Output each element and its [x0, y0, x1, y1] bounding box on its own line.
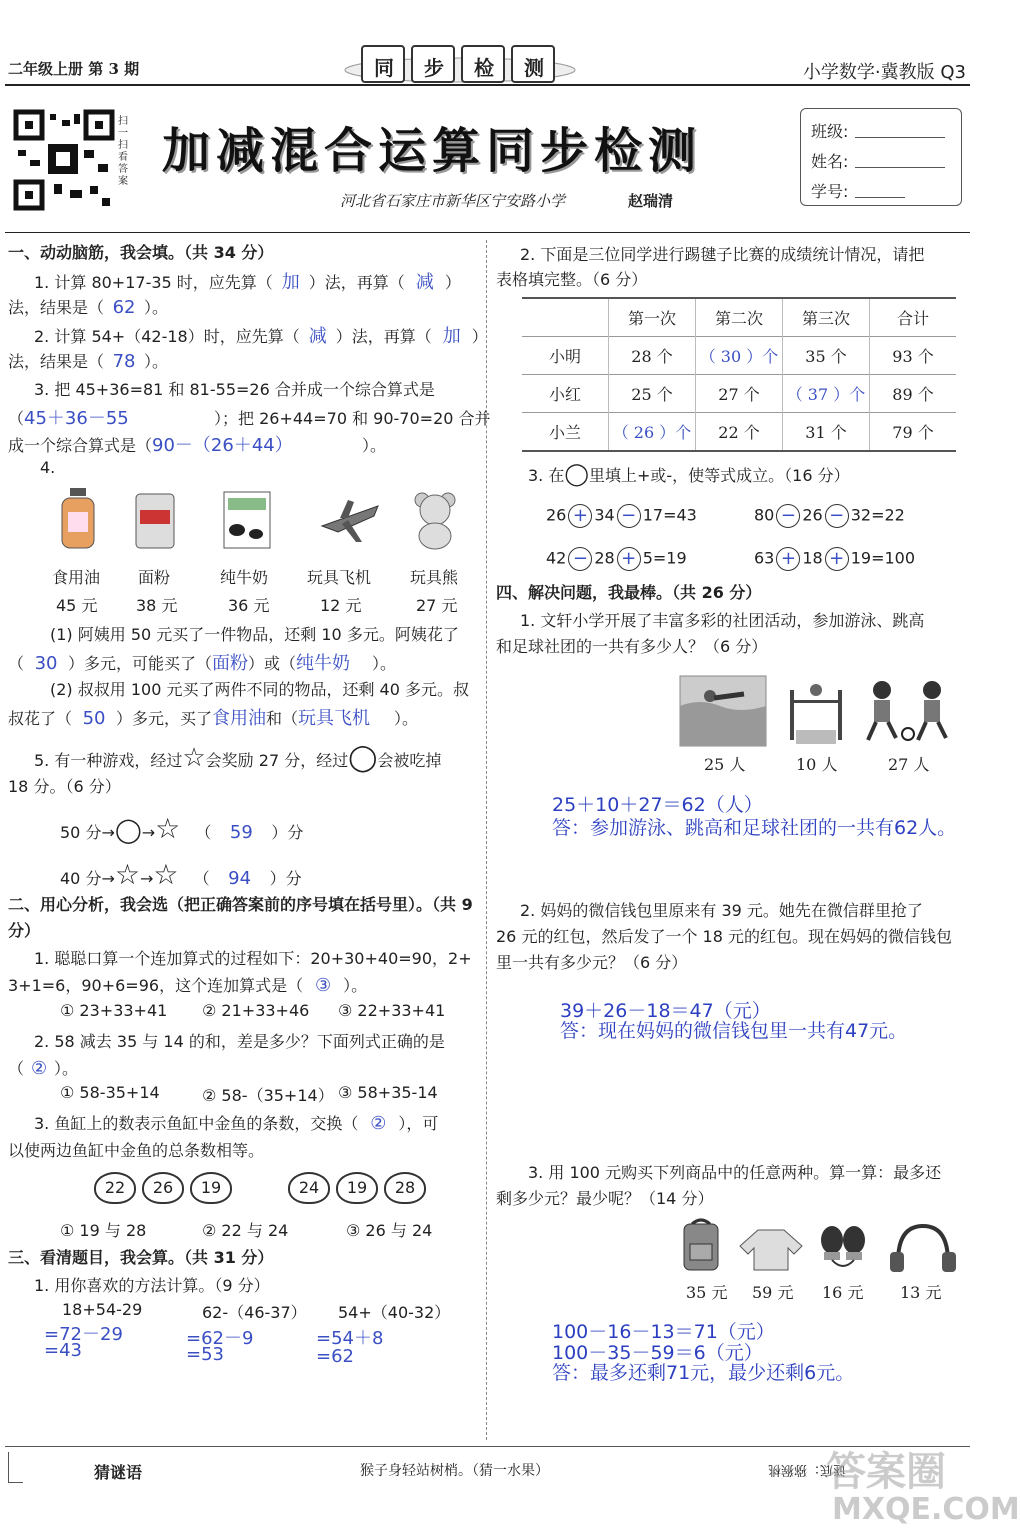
s1-q3-text-e: ）。: [362, 436, 387, 455]
s1-q1-text-b: ）法，再算（: [308, 273, 405, 292]
calc-step1-2: =62－9: [186, 1328, 254, 1349]
backpack-icon: [680, 1216, 722, 1274]
s2-q2-line2: [8, 1056, 78, 1079]
r-q3-line: [528, 462, 850, 487]
item-name-bear: 玩具熊: [410, 568, 459, 587]
table-cell: 89 个: [870, 375, 957, 413]
section3-title: 三、看清题目，我会算。（共 31 分）: [8, 1248, 274, 1267]
eq-number: 80: [754, 505, 775, 525]
watermark-text: 答案圈: [826, 1449, 946, 1495]
badge-char-2: 步: [424, 56, 444, 80]
fish-bowl: 22: [94, 1172, 136, 1204]
s1-q5-row1: 50 分→◯→☆ （ 59 ）分: [60, 812, 304, 845]
badge-char-4: 测: [524, 56, 544, 80]
eq-number: 28: [594, 548, 615, 568]
s1-q5-row2: 40 分→☆→☆ （ 94 ）分: [60, 858, 302, 891]
table-cell: （ 26 ）个: [609, 413, 696, 452]
headphones-price: 13 元: [900, 1283, 942, 1302]
jump-count: 10 人: [796, 755, 838, 774]
s1-q4-1-answer-3: 纯牛奶: [296, 653, 351, 674]
fish-bowls-left: [94, 1172, 238, 1204]
table-header-cell: 第一次: [609, 298, 696, 337]
s4-q2-answer-1: 39＋26－18＝47（元）: [560, 1000, 771, 1022]
sweater-icon: [738, 1226, 804, 1272]
calc-expr-2: 62-（46-37）: [202, 1303, 307, 1322]
s4-q3-answer-2: 100－35－59＝6（元）: [552, 1342, 763, 1364]
s1-q2-text-a: 2. 计算 54+（42-18）时，应先算（: [34, 327, 300, 346]
s1-q3-line2: [8, 404, 491, 430]
header-rule: [5, 84, 970, 86]
s2-q3-opt3: ③ 26 与 24: [346, 1221, 433, 1240]
table-cell: 小红: [522, 375, 609, 413]
s4-q1-line2: 和足球社团的一共有多少人？（6 分）: [496, 637, 768, 656]
eq-number: 5=19: [642, 548, 687, 568]
equation-2: [754, 504, 905, 528]
s2-q3-opt2: ② 22 与 24: [202, 1221, 289, 1240]
equation-4: [754, 547, 915, 571]
qr-caption: 扫一扫 看答案: [118, 116, 128, 187]
table-cell: 小明: [522, 337, 609, 375]
s1-q2-line1: [34, 322, 488, 348]
op-circle: +: [776, 547, 800, 571]
item-price-plane: 12 元: [320, 596, 362, 615]
s1-q2-text-c: ）: [471, 327, 488, 346]
fish-bowl: 26: [142, 1172, 184, 1204]
table-cell: 79 个: [870, 413, 957, 452]
name-label: 姓名:: [811, 152, 849, 171]
s1-q5-unit-1: 分: [287, 823, 304, 842]
s1-q4-2-answer-2: 食用油: [212, 708, 267, 729]
s2-q3-answer: ②: [370, 1113, 387, 1134]
item-name-flour: 面粉: [138, 568, 171, 587]
star-icon: ☆: [153, 858, 179, 891]
calc-step2-3: =62: [316, 1346, 354, 1367]
s1-q3-line1: 3. 把 45+36=81 和 81-55=26 合并成一个综合算式是: [34, 380, 435, 399]
s4-q3-answer-3: 答：最多还剩71元，最少还剩6元。: [552, 1362, 855, 1384]
gloves-price: 16 元: [822, 1283, 864, 1302]
s2-q1-text-c: ）。: [343, 976, 368, 995]
s1-q2-answer-2: 加: [442, 326, 461, 347]
s1-q4-1-text-c: ）多元，可能买了（: [68, 654, 213, 673]
s1-q2-answer-3: 78: [112, 351, 136, 372]
fish-bowl: 19: [190, 1172, 232, 1204]
table-header-cell: 合计: [870, 298, 957, 337]
s1-q1-text-a: 1. 计算 80+17-35 时，应先算（: [34, 273, 273, 292]
s1-q3-answer-2: 90－（26＋44）: [152, 435, 293, 456]
gloves-icon: [818, 1222, 868, 1272]
s1-q4-1-text-d: ）或（: [248, 654, 297, 673]
op-circle: −: [776, 504, 800, 528]
fish-bowls-right: [288, 1172, 432, 1204]
s1-q4-1-line2: [8, 649, 396, 675]
s2-q3-text-b: ），可: [398, 1114, 439, 1133]
item-price-bear: 27 元: [416, 596, 458, 615]
qr-code-icon: [14, 110, 114, 210]
table-cell: 25 个: [609, 375, 696, 413]
section2-title: 二、用心分析，我会选（把正确答案前的序号填在括号里）。（共 9: [8, 895, 473, 914]
s2-q1-answer: ③: [315, 975, 332, 996]
watermark-url: MXQE.COM: [832, 1492, 1020, 1527]
milk-box-icon: [222, 490, 272, 550]
s2-q3-line1: [34, 1111, 438, 1134]
op-circle: −: [568, 547, 592, 571]
s1-q4-label: 4.: [40, 458, 56, 477]
op-circle: +: [825, 547, 849, 571]
footer-left-mark: [8, 1452, 23, 1483]
s1-q1-line2: [8, 295, 168, 318]
star-icon: ☆: [114, 858, 140, 891]
header-right: 小学数学·冀教版 Q3: [802, 62, 966, 83]
s1-q4-2-text-c: ）多元，买了: [116, 709, 213, 728]
school-name: 河北省石家庄市新华区宁安路小学: [340, 192, 566, 210]
calc-step2-1: =43: [44, 1340, 82, 1361]
page-title: 加减混合运算同步检测: [162, 123, 703, 179]
s2-q2-answer: ②: [30, 1058, 48, 1079]
sweater-price: 59 元: [752, 1283, 794, 1302]
footer-riddle-answer: 谜底：猕猴桃: [768, 1462, 847, 1477]
s1-q3-answer-1: 45＋36－55: [24, 408, 129, 429]
teddy-bear-icon: [412, 490, 458, 550]
number-field[interactable]: [855, 197, 905, 198]
s2-q2-opt1: ① 58-35+14: [60, 1083, 160, 1102]
table-cell: 93 个: [870, 337, 957, 375]
eq-number: 26: [546, 505, 567, 525]
s1-q1-answer-3: 62: [112, 297, 136, 318]
s1-q4-2-text-e: ）。: [394, 709, 419, 728]
calc-step1-3: =54＋8: [316, 1328, 384, 1349]
item-price-oil: 45 元: [56, 596, 98, 615]
badge-char-1: 同: [374, 56, 394, 80]
s1-q4-2-text-b: 叔花了（: [8, 709, 73, 728]
s2-q3-text-a: 3. 鱼缸上的数表示鱼缸中金鱼的条数，交换（: [34, 1114, 359, 1133]
s2-q1-text-b: 3+1=6，90+6=96，这个连加算式是（: [8, 976, 304, 995]
s1-q4-2-text-d: 和（: [266, 709, 299, 728]
r-q3-text-b: 里填上+或-，使等式成立。（16 分）: [588, 466, 850, 485]
section2-title-cont: 分）: [8, 921, 41, 940]
s4-q1-line1: 1. 文轩小学开展了丰富多彩的社团活动，参加游泳、跳高: [520, 611, 925, 630]
class-label: 班级:: [811, 122, 849, 141]
s1-q5-line1: [34, 743, 441, 773]
header-left: 二年级上册 第 3 期: [8, 60, 140, 78]
s1-q5-answer-1: 59: [229, 822, 253, 843]
s4-q2-line2: 26 元的红包，然后发了一个 18 元的红包。现在妈妈的微信钱包: [496, 927, 952, 946]
table-row: [522, 375, 956, 413]
s2-q3-line2: 以使两边鱼缸中金鱼的总条数相等。: [8, 1141, 265, 1160]
table-header-cell: 第二次: [696, 298, 783, 337]
table-cell: 22 个: [696, 413, 783, 452]
backpack-price: 35 元: [686, 1283, 728, 1302]
badge-char-3: 检: [474, 56, 494, 80]
table-header-row: [522, 298, 956, 337]
eq-number: 42: [546, 548, 567, 568]
s4-q2-line1: 2. 妈妈的微信钱包里原来有 39 元。她先在微信群里抢了: [520, 901, 923, 920]
r-q3-text-a: 3. 在: [528, 466, 565, 485]
class-field[interactable]: [855, 137, 945, 138]
op-circle: +: [617, 547, 641, 571]
s3-q1-title: 1. 用你喜欢的方法计算。（9 分）: [34, 1276, 270, 1295]
footer-riddle: 猴子身轻站树梢。（猜一水果）: [360, 1463, 549, 1479]
s4-q2-line3: 里一共有多少元？（6 分）: [496, 953, 688, 972]
s1-q1-line1: [34, 268, 461, 294]
header-badge: [340, 40, 580, 86]
s4-q2-answer-2: 答：现在妈妈的微信钱包里一共有47元。: [560, 1020, 908, 1042]
item-name-oil: 食用油: [52, 568, 101, 587]
s1-q2-text-e: ）。: [144, 352, 169, 371]
s1-q2-line2: [8, 349, 168, 372]
football-icon: [862, 680, 952, 746]
calc-expr-3: 54+（40-32）: [338, 1303, 451, 1322]
calc-step2-2: =53: [186, 1344, 224, 1365]
s1-q1-text-e: ）。: [144, 298, 169, 317]
circle-icon: ◯: [348, 743, 378, 773]
fish-bowl: 28: [384, 1172, 426, 1204]
eq-number: 26: [802, 505, 823, 525]
eq-number: 34: [594, 505, 615, 525]
s4-q1-answer-2: 答：参加游泳、跳高和足球社团的一共有62人。: [552, 817, 957, 839]
table-cell: 28 个: [609, 337, 696, 375]
flour-icon: [134, 492, 176, 550]
star-icon: ☆: [155, 812, 181, 845]
s1-q5-row2-start: 40 分→: [60, 869, 115, 888]
s4-q3-answer-1: 100－16－13＝71（元）: [552, 1321, 775, 1343]
eq-number: 32=22: [850, 505, 905, 525]
s1-q4-2-line2: [8, 704, 418, 730]
item-name-milk: 纯牛奶: [220, 568, 269, 587]
circle-icon: ◯: [564, 462, 589, 487]
equation-3: [546, 547, 687, 571]
high-jump-icon: [786, 680, 846, 746]
table-cell: 31 个: [783, 413, 870, 452]
s1-q5-row1-start: 50 分→: [60, 823, 115, 842]
op-circle: −: [617, 504, 641, 528]
swim-count: 25 人: [704, 755, 746, 774]
s1-q5-line2: 18 分。（6 分）: [8, 777, 121, 796]
footer-riddle-label: 猜谜语: [94, 1463, 143, 1482]
fish-bowl: 19: [336, 1172, 378, 1204]
eq-number: 63: [754, 548, 775, 568]
s1-q1-text-d: 法，结果是（: [8, 298, 105, 317]
s2-q2-line1: 2. 58 减去 35 与 14 的和，差是多少？下面列式正确的是: [34, 1032, 445, 1051]
s1-q2-answer-1: 减: [308, 326, 327, 347]
star-icon: ☆: [182, 743, 206, 773]
number-label: 学号:: [811, 182, 849, 201]
s2-q2-text-b: （: [8, 1059, 25, 1078]
s1-q5-text-b: 会奖励 27 分，经过: [205, 751, 349, 770]
s1-q2-text-b: ）法，再算（: [335, 327, 432, 346]
circle-icon: ◯: [114, 816, 142, 844]
table-cell: 27 个: [696, 375, 783, 413]
s1-q4-1-text-e: ）。: [372, 654, 397, 673]
cooking-oil-icon: [58, 488, 98, 550]
s1-q4-2-line1: (2) 叔叔用 100 元买了两件不同的物品，还剩 40 多元。叔: [50, 680, 469, 699]
s1-q4-1-line1: (1) 阿姨用 50 元买了一件物品，还剩 10 多元。阿姨花了: [50, 625, 459, 644]
fish-bowl: 24: [288, 1172, 330, 1204]
eq-number: 19=100: [850, 548, 916, 568]
s1-q5-answer-2: 94: [228, 868, 252, 889]
r-q2-line1: 2. 下面是三位同学进行踢毽子比赛的成绩统计情况，请把: [520, 245, 925, 264]
table-cell: （ 37 ）个: [783, 375, 870, 413]
table-row: [522, 413, 956, 452]
s1-q2-text-d: 法，结果是（: [8, 352, 105, 371]
toy-plane-icon: [318, 496, 382, 546]
equation-1: [546, 504, 697, 528]
calc-step1-1: =72－29: [44, 1324, 123, 1345]
s1-q1-answer-2: 减: [415, 272, 434, 293]
r-q2-line2: 表格填完整。（6 分）: [496, 270, 648, 289]
table-row: [522, 337, 956, 375]
table-header-cell: [522, 298, 609, 337]
table-header-cell: 第三次: [783, 298, 870, 337]
op-circle: −: [825, 504, 849, 528]
s1-q5-text-a: 5. 有一种游戏，经过: [34, 751, 183, 770]
eq-number: 18: [802, 548, 823, 568]
swimming-icon: [680, 676, 766, 746]
calc-expr-1: 18+54-29: [62, 1300, 143, 1319]
s1-q5-text-c: 会被吃掉: [377, 751, 442, 770]
item-name-plane: 玩具飞机: [307, 568, 372, 587]
table-cell: （ 30 ）个: [696, 337, 783, 375]
qr-code: [14, 110, 114, 210]
s4-q1-answer-1: 25＋10＋27＝62（人）: [552, 794, 763, 816]
s1-q5-unit-2: 分: [285, 869, 302, 888]
s2-q1-opt2: ② 21+33+46: [202, 1001, 310, 1020]
s1-q4-2-answer-1: 50: [82, 708, 106, 729]
s2-q1-opt3: ③ 22+33+41: [338, 1001, 446, 1020]
s1-q4-2-answer-3: 玩具飞机: [298, 708, 371, 729]
item-price-flour: 38 元: [136, 596, 178, 615]
s2-q2-opt3: ③ 58+35-14: [338, 1083, 438, 1102]
table-cell: 小兰: [522, 413, 609, 452]
s4-q3-line1: 3. 用 100 元购买下列商品中的任意两种。算一算：最多还: [528, 1163, 942, 1182]
s1-q1-text-c: ）: [444, 273, 461, 292]
header-bottom-rule: [5, 232, 970, 233]
headphones-icon: [888, 1222, 958, 1274]
s1-q1-answer-1: 加: [281, 272, 300, 293]
name-field[interactable]: [855, 167, 945, 168]
score-table: [522, 297, 956, 452]
section4-title: 四、解决问题，我最棒。（共 26 分）: [496, 583, 762, 602]
s1-q3-text-c: ）；把 26+44=70 和 90-70=20 合并: [214, 409, 491, 428]
s1-q4-1-text-b: （: [8, 654, 25, 673]
table-cell: 35 个: [783, 337, 870, 375]
author-name: 赵瑞清: [628, 192, 674, 210]
section1-title: 一、动动脑筋，我会填。（共 34 分）: [8, 243, 274, 262]
s2-q1-line2: [8, 973, 367, 996]
s2-q3-opt1: ① 19 与 28: [60, 1221, 147, 1240]
s2-q1-opt1: ① 23+33+41: [60, 1001, 168, 1020]
student-info-box: [800, 108, 962, 206]
s1-q4-1-answer-1: 30: [34, 653, 58, 674]
s1-q4-1-answer-2: 面粉: [212, 653, 249, 674]
s2-q1-line1: 1. 聪聪口算一个连加算式的过程如下：20+30+40=90，2+: [34, 949, 472, 968]
item-price-milk: 36 元: [228, 596, 270, 615]
s4-q3-line2: 剩多少元？最少呢？（14 分）: [496, 1189, 714, 1208]
s2-q2-text-c: ）。: [54, 1059, 79, 1078]
s2-q2-opt2: ② 58-（35+14）: [202, 1086, 334, 1105]
s1-q3-line3: [8, 431, 386, 457]
s1-q3-text-b: （: [8, 409, 25, 428]
op-circle: +: [568, 504, 592, 528]
eq-number: 17=43: [642, 505, 697, 525]
s1-q3-text-d: 成一个综合算式是（: [8, 436, 153, 455]
football-count: 27 人: [888, 755, 930, 774]
